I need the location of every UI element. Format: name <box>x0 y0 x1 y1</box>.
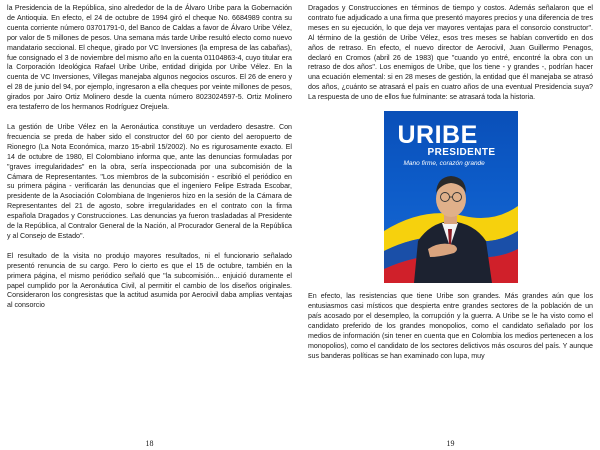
paragraph: El resultado de la visita no produjo mayores resultados, ni el funcionario señalado presentó renuncia de su cargo. Pero lo cierto es que el 15 de octubre, también en la primera página, el mismo periódico señaló que "la subcomisión... enjuició duramente el papel cumplido por la Aeronáutica Civil, al permitir el cambio de los diseños originales. Consideraron los congresistas que la actitud asumida por Aerocivil daba amplias ventajas al consorcio <box>7 251 292 310</box>
campaign-poster-image <box>384 111 518 283</box>
poster-subtitle: PRESIDENTE <box>427 147 496 159</box>
page-number: 19 <box>446 439 455 448</box>
page-number: 18 <box>145 439 154 448</box>
poster-title: URIBE <box>397 121 478 150</box>
poster-slogan: Mano firme, corazón grande <box>403 160 485 168</box>
paragraph: En efecto, las resistencias que tiene Uribe son grandes. Más grandes aún que los entusiasmos casi místicos que despierta entre grandes sectores de la población de un país acosado por el desempleo, la corrupción y la guerra. A Uribe se le ha visto como el candidato preferido de los grandes monopolios, como el candidato señalado por los medios de información (sin tener en cuenta que en Colombia los medios pertenecen a los monopolios), como el candidato de los sectores delictivos más oscuros del país. Y aunque sus banderas políticas se han examinado con lupa, muy <box>308 292 593 360</box>
left-page <box>7 4 292 450</box>
right-page <box>308 4 593 450</box>
paragraph: La gestión de Uribe Vélez en la Aeronáutica constituye un verdadero desastre. Con frecuencia se preda de haber sido el constructor del 60 por ciento del aeropuerto de Rionegro (La Nota Económica, marzo 15-abril 15/2002). No es rigurosamente exacto. El 14 de octubre de 1980, El Colombiano informa que, ante las denuncias formuladas por "graves irregularidades" en la obra, sería inspeccionada por una subcomisión de la Cámara de Representantes. "Los miembros de la subcomisión - escribió el periódico en su primera página - verificarán las denuncias que el ingeniero Felipe Estrada Escobar, presidente de la Asociación Colombiana de Ingenieros hizo en la sesión de la Cámara de Representantes del 21 de agosto, sobre irregularidades en el contrato con la firma española Dragados y Construcciones. Las denuncias ya fueron trasladadas al Presidente de la República, al Contralor General de la Nación, al Procurador General de la República y al Consejo de Estado". <box>7 122 292 240</box>
paragraph: Dragados y Construcciones en términos de tiempo y costos. Además señalaron que el contrato fue adjudicado a una firma que presentó mayores precios y una diferencia de tres meses en su ejecución, lo que deja ver mayores ventajas para el consorcio constructor". Al término de la gestión de Uribe Vélez, esos tres meses se habían convertido en dos años de retraso. En efecto, el nuevo director de Aerocivil, Juan Guillermo Penagos, declaró en Cromos (abril 26 de 1983) que "cuando yo entré, encontré la obra con un retraso de dos años". Los enemigos de Uribe, que los tiene - y grandes -, podrían hacer una ecuación elemental: si en 28 meses de gestión, la entidad que él manejaba se atrasó dos años, ¿cuánto se atrasará el país en cuatro años de una eventual Presidencia suya? La respuesta de uno de ellos fue fulminante: se atrasará toda la historia. <box>308 4 593 102</box>
paragraph: la Presidencia de la República, sino alrededor de la de Álvaro Uribe para la Gobernación de Antioquia. En efecto, el 24 de octubre de 1994 giró el cheque No. 6684989 contra su cuenta corriente número 03701791-0, del Banco de Caldas a favor de Álvaro Uribe Vélez, por valor de 5 millones de pesos. Una semana más tarde Uribe resultó electo como nuevo mandatario seccional. El cheque, girado por VC Inversiones (la empresa de las cabañas), fue consignado el 3 de noviembre del mismo año en la cuenta 01104863-4, cuyo titular era la Corporación Ideológica Rafael Uribe Uribe, entidad dirigida por Uribe Vélez. En la cuenta de VC Inversiones, Villegas manejaba algunos negocios oscuros. El 26 de enero y el 28 de junio del 94, por ejemplo, ingresaron a ella cheques por veinte millones de pesos, girados por Jairo Ortiz Molinero desde la cuenta número 8023024597-5. Ortiz Molinero era testaferro de los hermanos Rodríguez Orejuela. <box>7 4 292 112</box>
